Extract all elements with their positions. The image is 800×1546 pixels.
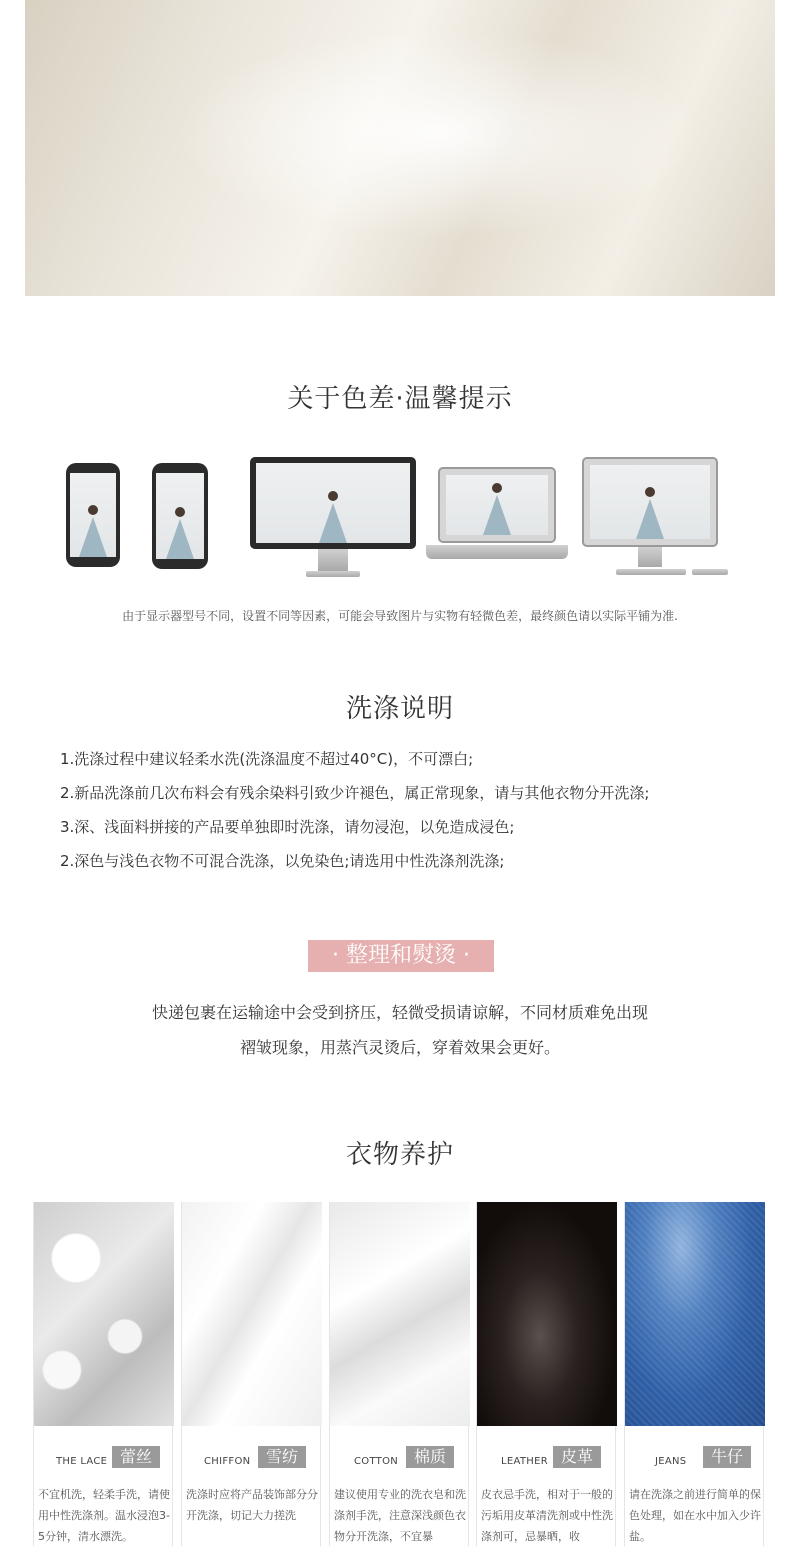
fabric-photo: [25, 0, 775, 296]
wash-item: [60, 814, 760, 848]
care-title: 衣物养护: [345, 1140, 454, 1170]
care-card-en: JEANS: [655, 1456, 687, 1467]
care-card-cn: 雪纺: [258, 1446, 306, 1468]
lace-fabric-photo: [34, 1202, 174, 1426]
phone-icon: [152, 463, 208, 569]
care-card-desc: 洗涤时应将产品装饰部分分开洗涤，切记大力搓洗: [186, 1488, 318, 1522]
ironing-text-line: 褶皱现象，用蒸汽灵烫后，穿着效果会更好。: [239, 1038, 560, 1057]
color-notice-text: 由于显示器型号不同，设置不同等因素，可能会导致图片与实物有轻微色差，最终颜色请以实际平铺为准.: [122, 609, 678, 623]
care-card-desc: 请在洗涤之前进行简单的保色处理，如在水中加入少许盐。: [629, 1488, 761, 1543]
care-card-chiffon: [181, 1202, 321, 1546]
care-card-desc: 建议使用专业的洗衣皂和洗涤剂手洗，注意深浅颜色衣物分开洗涤，不宜暴: [334, 1488, 466, 1543]
device-illustration: [0, 455, 800, 585]
laptop-icon: [426, 467, 568, 577]
care-card-cotton: [329, 1202, 469, 1546]
wash-item: 1.洗涤过程中建议轻柔水洗(洗涤温度不超过40°C)，不可漂白;: [60, 750, 474, 768]
care-card-cn: 牛仔: [703, 1446, 751, 1468]
cotton-fabric-photo: [330, 1202, 470, 1426]
wash-list: [60, 746, 760, 882]
wash-item: 2.新品洗涤前几次布料会有残余染料引致少许褪色，属正常现象，请与其他衣物分开洗涤;: [60, 784, 650, 802]
color-notice-title: 关于色差·温馨提示: [287, 384, 513, 414]
ironing-title: · 整理和熨烫 ·: [308, 940, 494, 972]
care-cards: [33, 1202, 768, 1546]
chiffon-fabric-photo: [182, 1202, 322, 1426]
ironing-text-line: 快递包裹在运输途中会受到挤压，轻微受损请谅解，不同材质难免出现: [151, 1003, 648, 1022]
care-card-desc: 不宜机洗，轻柔手洗，请使用中性洗涤剂。温水浸泡3-5分钟，清水漂洗。: [38, 1488, 170, 1543]
care-card-jeans: [624, 1202, 764, 1546]
monitor-icon: [250, 457, 416, 585]
care-card-cn: 棉质: [406, 1446, 454, 1468]
desktop-icon: [582, 457, 732, 581]
care-card-cn: 皮革: [553, 1446, 601, 1468]
wash-item: 2.深色与浅色衣物不可混合洗涤，以免染色;请选用中性洗涤剂洗涤;: [60, 852, 505, 870]
wash-item-highlight: 3.深、浅面料拼接的产品要单独即时洗涤，请勿浸泡，以免造成浸色;: [60, 814, 514, 840]
care-card-en: COTTON: [354, 1456, 399, 1467]
care-card-en: THE LACE: [56, 1456, 108, 1467]
jeans-fabric-photo: [625, 1202, 765, 1426]
care-card-lace: [33, 1202, 173, 1546]
care-card-desc: 皮衣忌手洗，相对于一般的污垢用皮革清洗剂或中性洗涤剂可，忌暴晒，收: [481, 1488, 613, 1543]
care-card-en: CHIFFON: [204, 1456, 251, 1467]
care-card-en: LEATHER: [501, 1456, 548, 1467]
leather-fabric-photo: [477, 1202, 617, 1426]
phone-icon: [66, 463, 120, 567]
wash-title: 洗涤说明: [345, 694, 454, 724]
care-card-cn: 蕾丝: [112, 1446, 160, 1468]
care-card-leather: [476, 1202, 616, 1546]
